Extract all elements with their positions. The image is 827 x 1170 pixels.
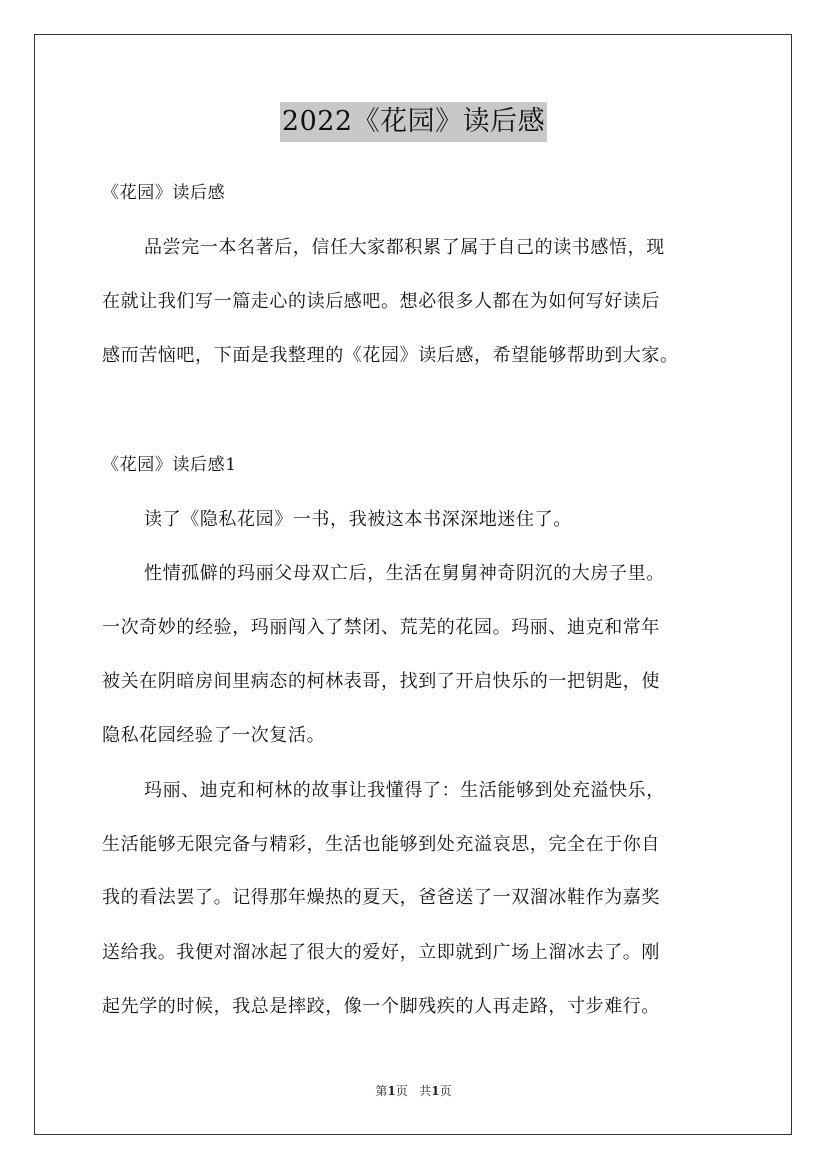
footer-page-suffix: 页 — [395, 1084, 408, 1098]
footer-total-suffix: 页 — [439, 1084, 452, 1098]
section1-line-10: 起先学的时候，我总是摔跤，像一个脚残疾的人再走路，寸步难行。 — [102, 996, 660, 1017]
section1-heading: 《花园》读后感1 — [102, 455, 237, 475]
intro-line-3: 感而苦恼吧，下面是我整理的《花园》读后感，希望能够帮助到大家。 — [102, 345, 679, 366]
section1-line-3: 一次奇妙的经验，玛丽闯入了禁闭、荒芜的花园。玛丽、迪克和常年 — [102, 617, 660, 638]
footer-total-prefix: 共 — [419, 1084, 432, 1098]
section1-line-9: 送给我。我便对溜冰起了很大的爱好，立即就到广场上溜冰去了。刚 — [102, 942, 660, 963]
footer-page-prefix: 第 — [375, 1084, 388, 1098]
section1-line-4: 被关在阴暗房间里病态的柯林表哥，找到了开启快乐的一把钥匙，使 — [102, 671, 660, 692]
document-title-wrap — [0, 102, 827, 142]
footer-total-number: 1 — [431, 1084, 440, 1098]
section1-line-2: 性情孤僻的玛丽父母双亡后，生活在舅舅神奇阴沉的大房子里。 — [144, 563, 665, 584]
section1-line-5: 隐私花园经验了一次复活。 — [102, 725, 326, 746]
intro-heading: 《花园》读后感 — [102, 183, 226, 203]
document-title: 2022《花园》读后感 — [280, 102, 547, 142]
intro-line-2: 在就让我们写一篇走心的读后感吧。想必很多人都在为如何写好读后 — [102, 291, 660, 312]
intro-line-1: 品尝完一本名著后，信任大家都积累了属于自己的读书感悟，现 — [144, 237, 665, 258]
footer-page-number: 1 — [387, 1084, 396, 1098]
section1-line-6: 玛丽、迪克和柯林的故事让我懂得了：生活能够到处充溢快乐， — [144, 780, 665, 801]
section1-line-1: 读了《隐私花园》一书，我被这本书深深地迷住了。 — [144, 509, 572, 530]
page-footer — [0, 1083, 827, 1099]
section1-line-8: 我的看法罢了。记得那年燥热的夏天，爸爸送了一双溜冰鞋作为嘉奖 — [102, 887, 660, 908]
section1-line-7: 生活能够无限完备与精彩，生活也能够到处充溢哀思，完全在于你自 — [102, 834, 660, 855]
